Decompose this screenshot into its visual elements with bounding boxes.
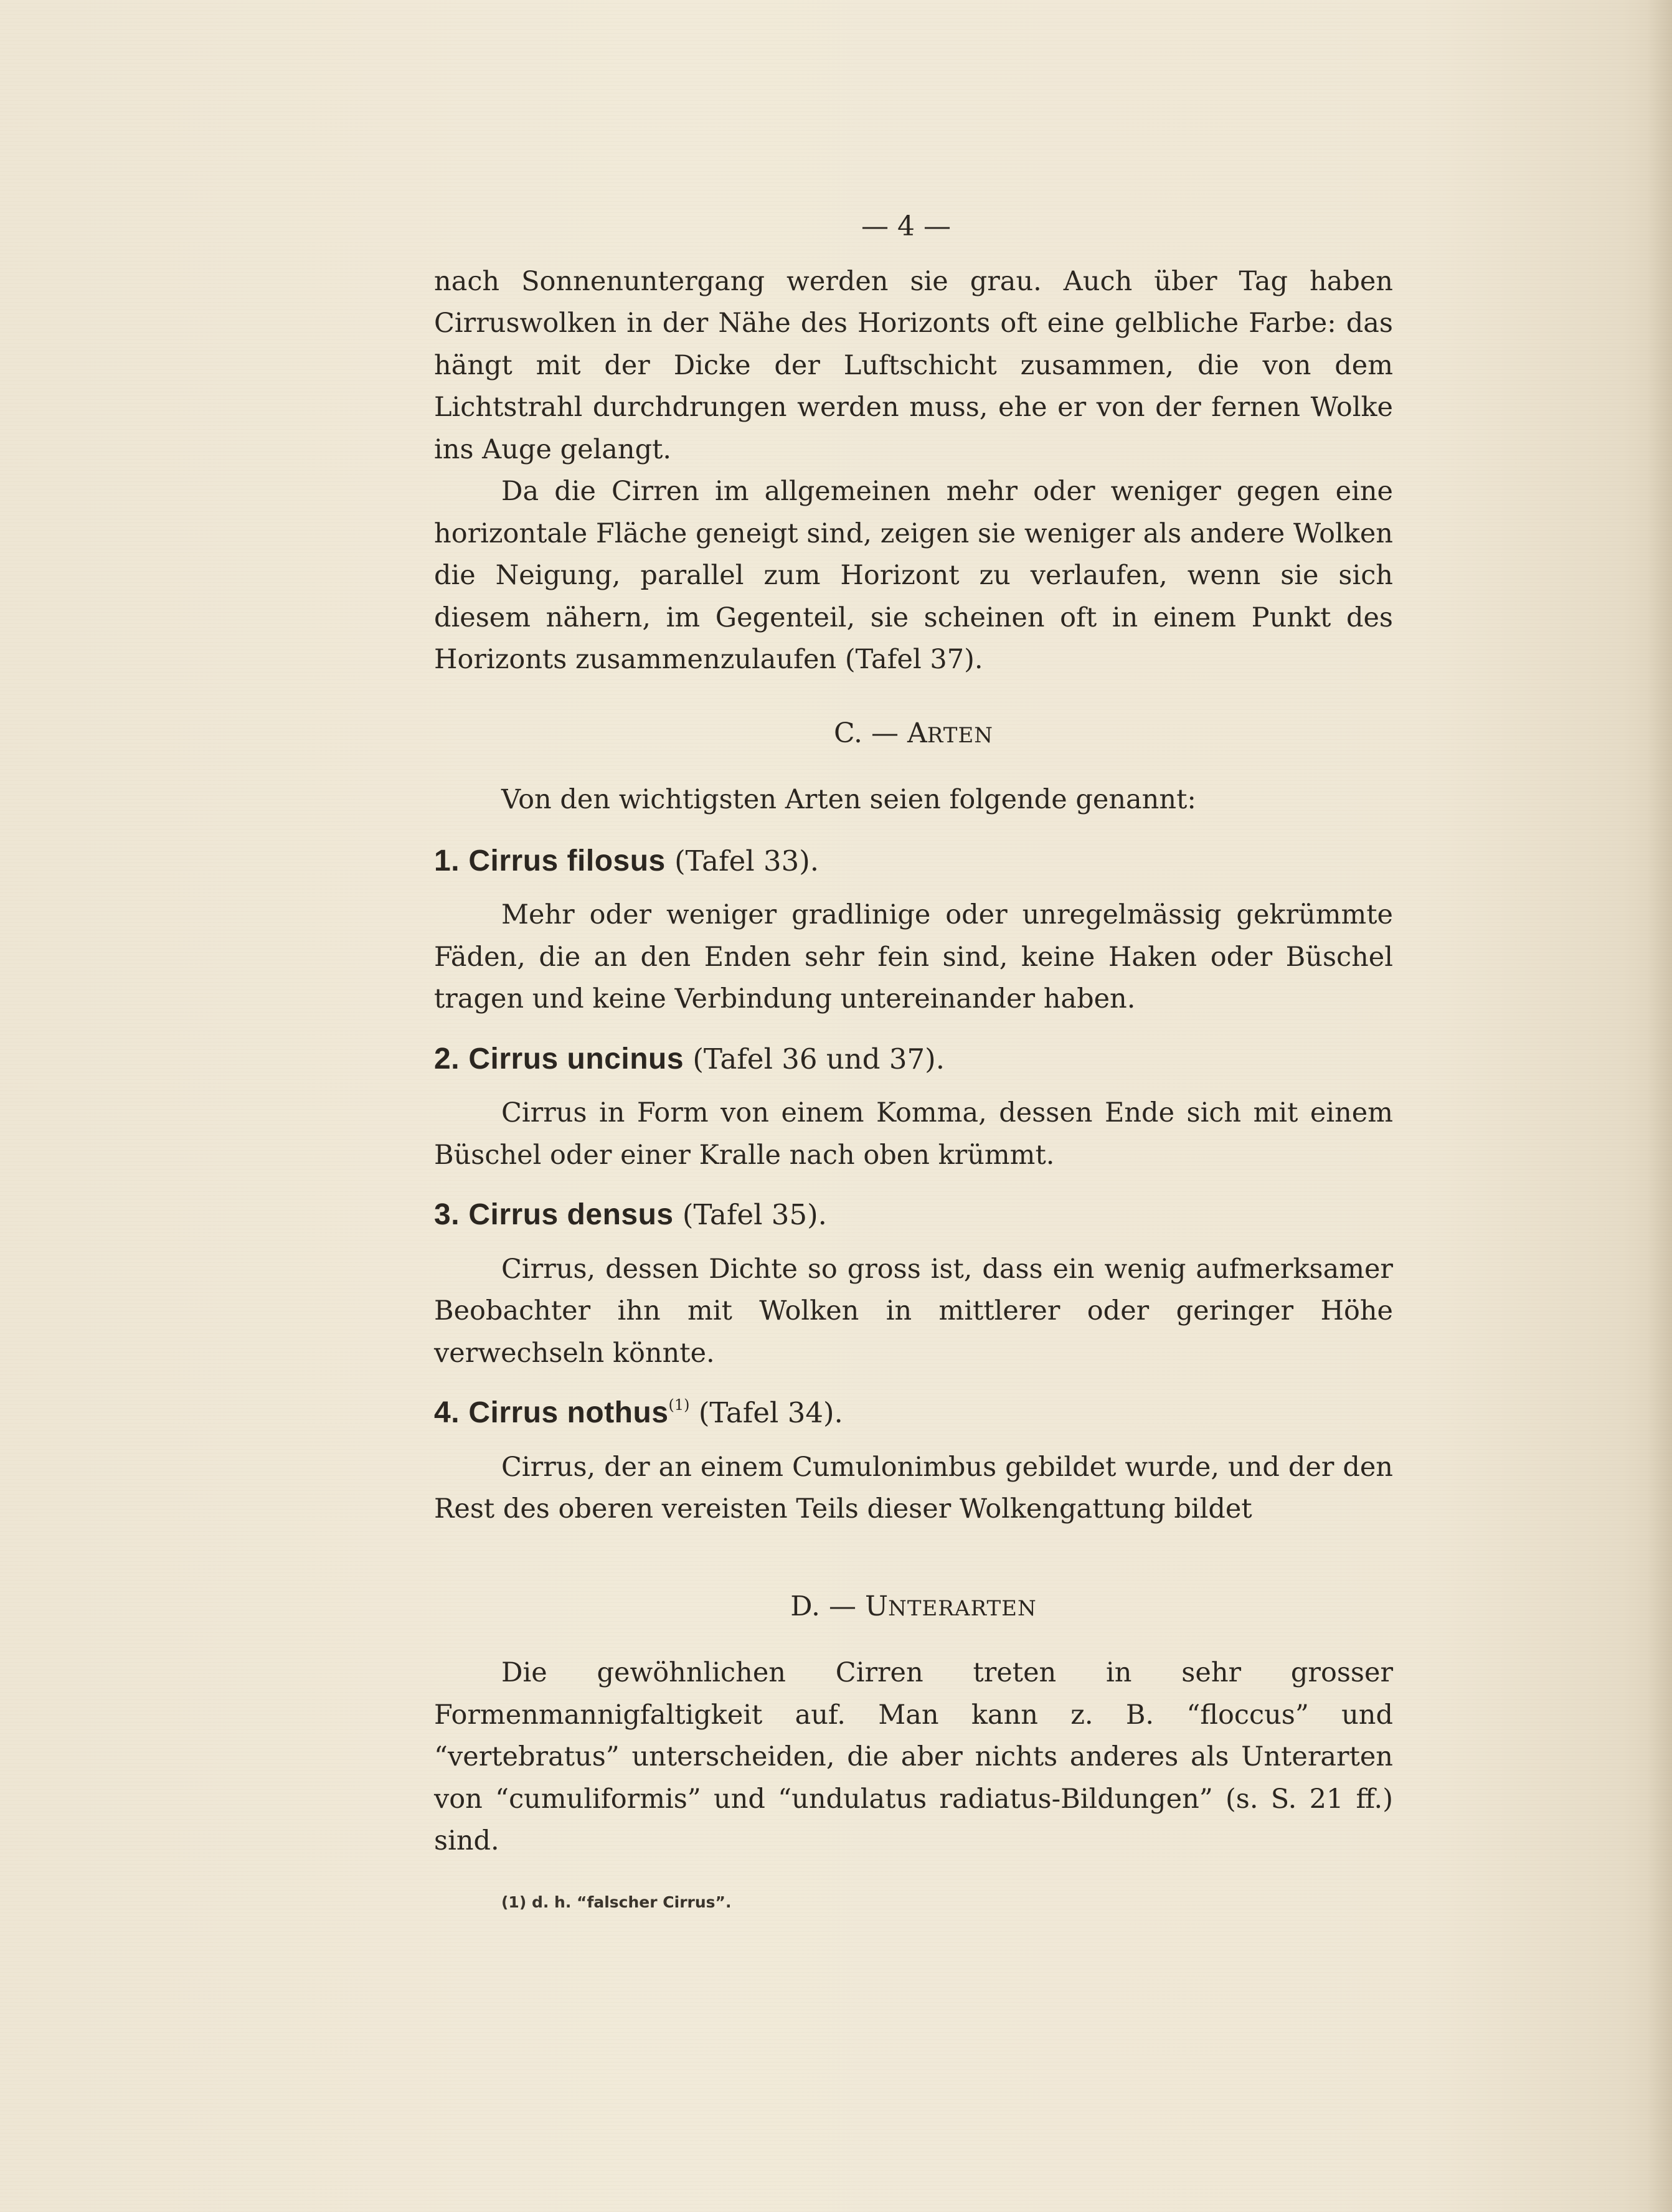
section-c-title-initial: A xyxy=(907,717,927,749)
species-title-2 xyxy=(434,1038,1393,1080)
species-name: Cirrus filosus xyxy=(468,844,666,877)
section-c-title-rest: RTEN xyxy=(927,722,994,748)
species-number: 2. xyxy=(434,1042,460,1075)
spacer xyxy=(434,1548,1393,1586)
species-ref: (Tafel 34). xyxy=(698,1396,843,1429)
species-number: 1. xyxy=(434,844,460,877)
section-d-title-initial: U xyxy=(864,1590,889,1622)
species-number: 4. xyxy=(434,1396,460,1429)
footnote: (1) d. h. “falscher Cirrus”. xyxy=(501,1893,732,1911)
section-c-heading xyxy=(434,712,1393,757)
section-c-intro: Von den wichtigsten Arten seien folgende genannt: xyxy=(501,784,1196,815)
species-name: Cirrus densus xyxy=(468,1198,674,1231)
species-ref: (Tafel 35). xyxy=(682,1198,827,1231)
species-number: 3. xyxy=(434,1198,460,1231)
species-description-1: Mehr oder weniger gradlinige oder unregelmässig gekrümmte Fäden, die an den Enden sehr fein sind, keine Haken oder Büschel tragen und keine Verbindung untereinander haben. xyxy=(434,899,1393,1014)
species-ref: (Tafel 33). xyxy=(674,844,819,877)
species-title-4 xyxy=(434,1392,1393,1434)
section-d-heading xyxy=(434,1586,1393,1630)
species-title-1 xyxy=(434,840,1393,882)
footnote-marker: (1) xyxy=(668,1396,690,1414)
species-name: Cirrus nothus xyxy=(468,1396,669,1429)
species-title-3 xyxy=(434,1194,1393,1236)
section-c-prefix: C. — xyxy=(833,717,899,749)
species-ref: (Tafel 36 und 37). xyxy=(692,1042,945,1075)
species-description-2: Cirrus in Form von einem Komma, dessen Ende sich mit einem Büschel oder einer Kralle nach oben krümmt. xyxy=(434,1097,1393,1171)
species-name: Cirrus uncinus xyxy=(468,1042,684,1075)
section-d-paragraph: Die gewöhnlichen Cirren treten in sehr grosser Formenmannigfaltigkeit auf. Man kann z. B. “floccus” und “vertebratus” unterscheiden, die aber nichts anderes als Unterarten von “cumuliformis” und “undulatus radiatus-Bildungen” (s. S. 21 ff.) sind. xyxy=(434,1657,1393,1856)
species-description-4: Cirrus, der an einem Cumulonimbus gebildet wurde, und der den Rest des oberen vereisten Teils dieser Wolkengattung bildet xyxy=(434,1451,1393,1524)
section-d-prefix: D. — xyxy=(790,1590,856,1622)
section-d-title-rest: NTERARTEN xyxy=(888,1595,1037,1621)
page-edge-shadow xyxy=(1647,0,1672,2212)
page-number: — 4 — xyxy=(861,210,951,242)
species-description-3: Cirrus, dessen Dichte so gross ist, dass ein wenig aufmerksamer Beobachter ihn mit Wolken in mittlerer oder geringer Höhe verwechseln könnte. xyxy=(434,1253,1393,1369)
paragraph-horizon: Da die Cirren im allgemeinen mehr oder weniger gegen eine horizontale Fläche geneigt sind, zeigen sie weniger als andere Wolken die Neigung, parallel zum Horizont zu verlaufen, wenn sie sich diesem nähern, im Gegenteil, sie scheinen oft in einem Punkt des Horizonts zusammenzulaufen (Tafel 37). xyxy=(434,476,1393,675)
text-column xyxy=(434,206,1393,1915)
paragraph-continuation: nach Sonnenuntergang werden sie grau. Auch über Tag haben Cirruswolken in der Nähe des Horizonts oft eine gelbliche Farbe: das hängt mit der Dicke der Luftschicht zusammen, die von dem Lichtstrahl durchdrungen werden muss, ehe er von der fernen Wolke ins Auge gelangt. xyxy=(434,265,1393,465)
